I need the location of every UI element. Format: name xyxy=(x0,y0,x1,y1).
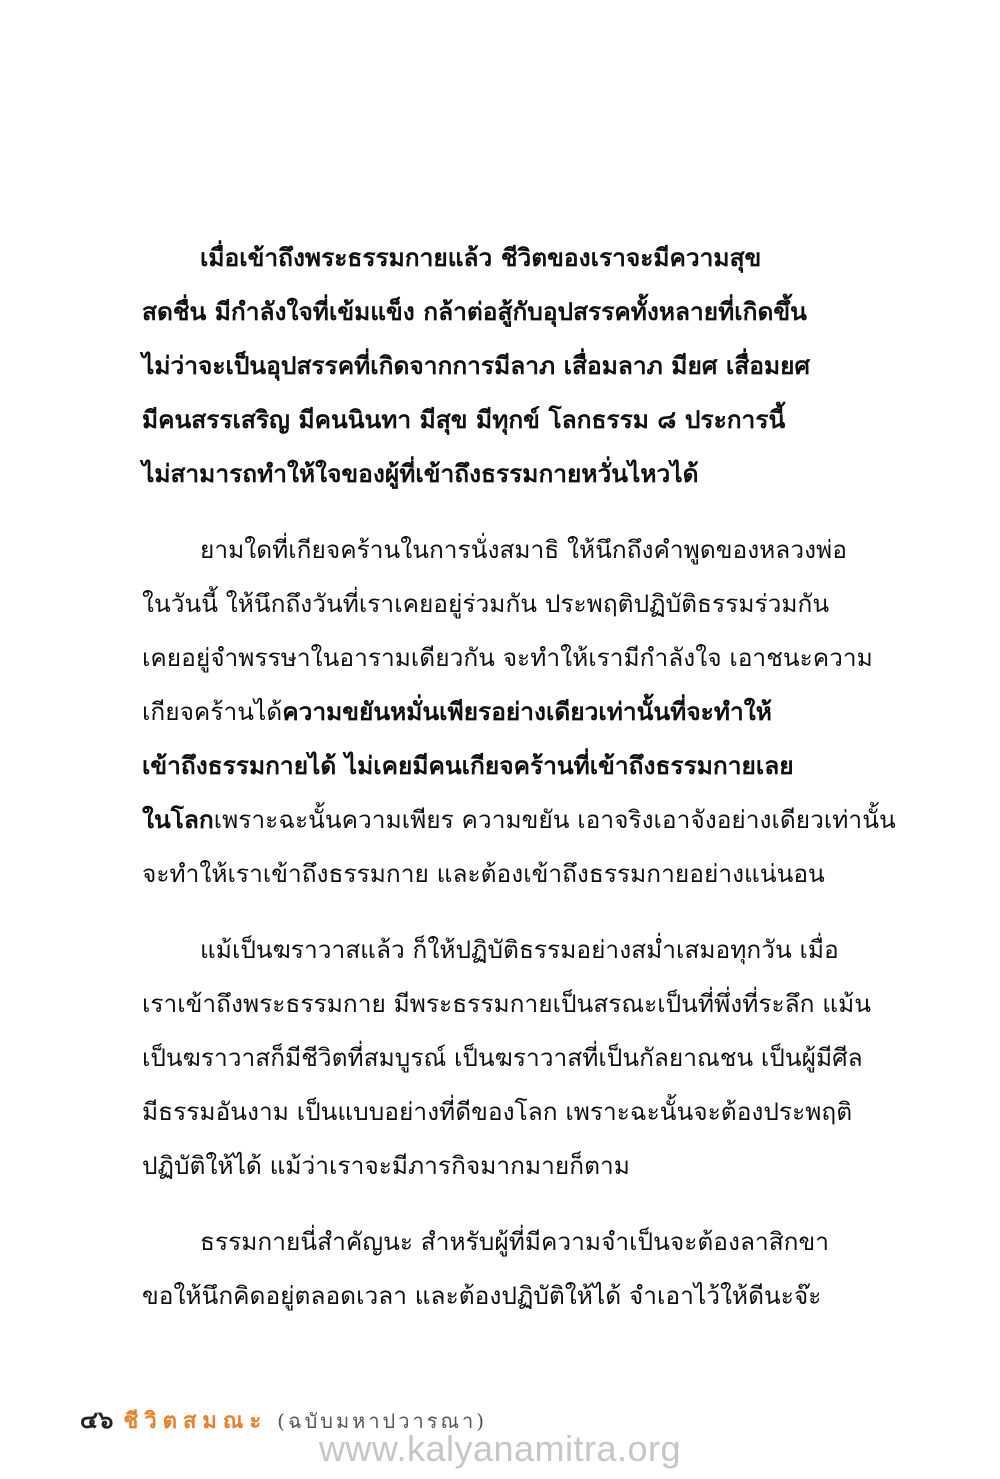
paragraph2-line-6-bold: ในโลก xyxy=(142,805,214,834)
paragraph1-line-1: เมื่อเข้าถึงพระธรรมกายแล้ว ชีวิตของเราจะมีความสุข xyxy=(200,243,762,272)
paragraph1-line-3: ไม่ว่าจะเป็นอุปสรรคที่เกิดจากการมีลาภ เสื่อมลาภ มียศ เสื่อมยศ xyxy=(142,351,810,380)
paragraph2-line-4-bold: ความขยันหมั่นเพียรอย่างเดียวเท่านั้นที่จะทำให้ xyxy=(282,697,772,726)
paragraph2-line-3: เคยอยู่จำพรรษาในอารามเดียวกัน จะทำให้เรามีกำลังใจ เอาชนะความ xyxy=(142,643,873,672)
paragraph3-line-3: เป็นฆราวาสก็มีชีวิตที่สมบูรณ์ เป็นฆราวาสที่เป็นกัลยาณชน เป็นผู้มีศีล xyxy=(142,1043,863,1072)
paragraph3-line-4: มีธรรมอันงาม เป็นแบบอย่างที่ดีของโลก เพราะฉะนั้นจะต้องประพฤติ xyxy=(142,1097,853,1126)
paragraph3-line-1: แม้เป็นฆราวาสแล้ว ก็ให้ปฏิบัติธรรมอย่างสม่ำเสมอทุกวัน เมื่อ xyxy=(200,935,839,964)
edition-label: (ฉบับมหาปวารณา) xyxy=(277,1409,488,1433)
paragraph4-line-1: ธรรมกายนี่สำคัญนะ สำหรับผู้ที่มีความจำเป็นจะต้องลาสิกขา xyxy=(200,1227,830,1256)
page-number: ๔๖ xyxy=(80,1405,114,1434)
watermark-url: www.kalyanamitra.org xyxy=(318,1428,682,1469)
paragraph1-line-4: มีคนสรรเสริญ มีคนนินทา มีสุข มีทุกข์ โลกธรรม ๘ ประการนี้ xyxy=(142,405,786,434)
paragraph2-line-6-regular: เพราะฉะนั้นความเพียร ความขยัน เอาจริงเอาจังอย่างเดียวเท่านั้น xyxy=(213,805,896,834)
paragraph2-line-4 xyxy=(142,692,842,732)
book-title: ชีวิตสมณะ xyxy=(123,1408,268,1434)
paragraph1-line-2: สดชื่น มีกำลังใจที่เข้มแข็ง กล้าต่อสู้กับอุปสรรคทั้งหลายที่เกิดขึ้น xyxy=(142,297,807,326)
paragraph1-line-5: ไม่สามารถทำให้ใจของผู้ที่เข้าถึงธรรมกายหวั่นไหวได้ xyxy=(142,459,699,488)
paragraph2-line-6 xyxy=(142,800,896,840)
paragraph3-line-5: ปฏิบัติให้ได้ แม้ว่าเราจะมีภารกิจมากมายก็ตาม xyxy=(142,1151,630,1180)
paragraph2-line-2: ในวันนี้ ให้นึกถึงวันที่เราเคยอยู่ร่วมกัน ประพฤติปฏิบัติธรรมร่วมกัน xyxy=(142,589,830,618)
paragraph2-line-5: เข้าถึงธรรมกายได้ ไม่เคยมีคนเกียจคร้านที่เข้าถึงธรรมกายเลย xyxy=(142,751,794,780)
paragraph4-line-2: ขอให้นึกคิดอยู่ตลอดเวลา และต้องปฏิบัติให้ได้ จำเอาไว้ให้ดีนะจ๊ะ xyxy=(142,1281,822,1310)
paragraph3-line-2: เราเข้าถึงพระธรรมกาย มีพระธรรมกายเป็นสรณะเป็นที่พึ่งที่ระลึก แม้น xyxy=(142,989,871,1018)
paragraph2-line-4-regular: เกียจคร้านได้ xyxy=(142,697,283,726)
paragraph2-line-7: จะทำให้เราเข้าถึงธรรมกาย และต้องเข้าถึงธรรมกายอย่างแน่นอน xyxy=(142,859,825,888)
paragraph2-line-1: ยามใดที่เกียจคร้านในการนั่งสมาธิ ให้นึกถึงคำพูดของหลวงพ่อ xyxy=(200,535,847,564)
